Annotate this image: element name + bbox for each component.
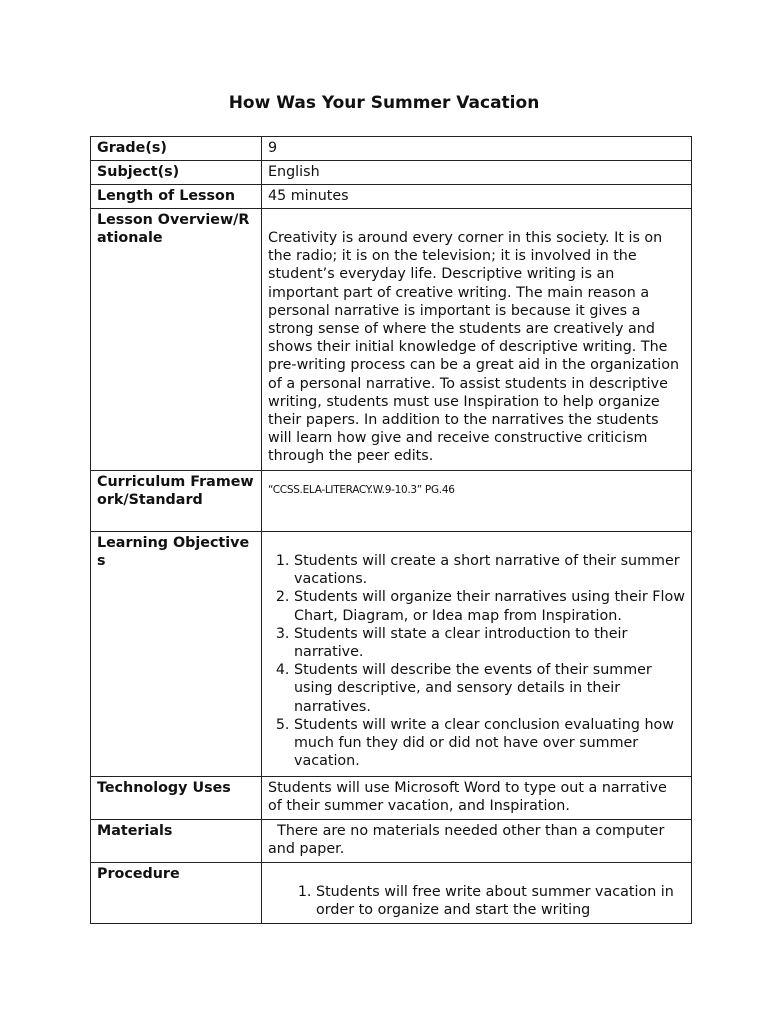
framework-standard: “CCSS.ELA-LITERACY.W.9-10.3” PG.46 — [268, 484, 455, 496]
objectives-spacer — [268, 534, 685, 552]
subject-value: English — [262, 161, 692, 185]
table-row-objectives — [91, 532, 692, 777]
technology-value: Students will use Microsoft Word to type out a narrative of their summer vacation, and Inspiration. — [262, 777, 692, 820]
objectives-cell — [262, 532, 692, 777]
materials-label: Materials — [91, 820, 262, 863]
list-item: 1. Students will create a short narrative of their summer vacations. — [294, 552, 685, 588]
table-row-framework — [91, 471, 692, 532]
length-label: Length of Lesson — [91, 185, 262, 209]
table-row-grade — [91, 137, 692, 161]
objectives-list — [268, 552, 685, 770]
overview-cell — [262, 209, 692, 471]
grade-label: Grade(s) — [91, 137, 262, 161]
objectives-label: Learning Objectives — [91, 532, 262, 777]
overview-label: Lesson Overview/Rationale — [91, 209, 262, 471]
list-item: 2. Students will organize their narratives using their Flow Chart, Diagram, or Idea map from Inspiration. — [294, 588, 685, 624]
materials-value: There are no materials needed other than a computer and paper. — [262, 820, 692, 863]
table-row-length — [91, 185, 692, 209]
procedure-label: Procedure — [91, 863, 262, 924]
length-value: 45 minutes — [262, 185, 692, 209]
list-item: 4. Students will describe the events of their summer using descriptive, and sensory details in their narratives. — [294, 661, 685, 716]
table-row-overview — [91, 209, 692, 471]
procedure-list — [268, 883, 685, 919]
list-item: 5. Students will write a clear conclusion evaluating how much fun they did or did not have over summer vacation. — [294, 716, 685, 771]
table-row-materials — [91, 820, 692, 863]
table-row-technology — [91, 777, 692, 820]
subject-label: Subject(s) — [91, 161, 262, 185]
table-row-procedure — [91, 863, 692, 924]
framework-label: Curriculum Framework/Standard — [91, 471, 262, 532]
framework-cell — [262, 471, 692, 532]
lesson-plan-table — [90, 136, 692, 924]
grade-value: 9 — [262, 137, 692, 161]
overview-text: Creativity is around every corner in this society. It is on the radio; it is on the television; it is involved in the student’s everyday life. Descriptive writing is an important part of creative writing. The main reason a personal narrative is important is because it gives a strong sense of where the students are creatively and shows their initial knowledge of descriptive writing. The pre-writing process can be a great aid in the organization of a personal narrative. To assist students in descriptive writing, students must use Inspiration to help organize their papers. In addition to the narratives the students will learn how give and receive constructive criticism through the peer edits. — [268, 230, 680, 465]
table-row-subject — [91, 161, 692, 185]
list-item: 3. Students will state a clear introduction to their narrative. — [294, 625, 685, 661]
procedure-spacer — [268, 865, 685, 883]
overview-spacer — [268, 211, 685, 229]
list-item: 1. Students will free write about summer vacation in order to organize and start the writing — [316, 883, 685, 919]
page-title: How Was Your Summer Vacation — [228, 93, 540, 113]
technology-label: Technology Uses — [91, 777, 262, 820]
procedure-cell — [262, 863, 692, 924]
